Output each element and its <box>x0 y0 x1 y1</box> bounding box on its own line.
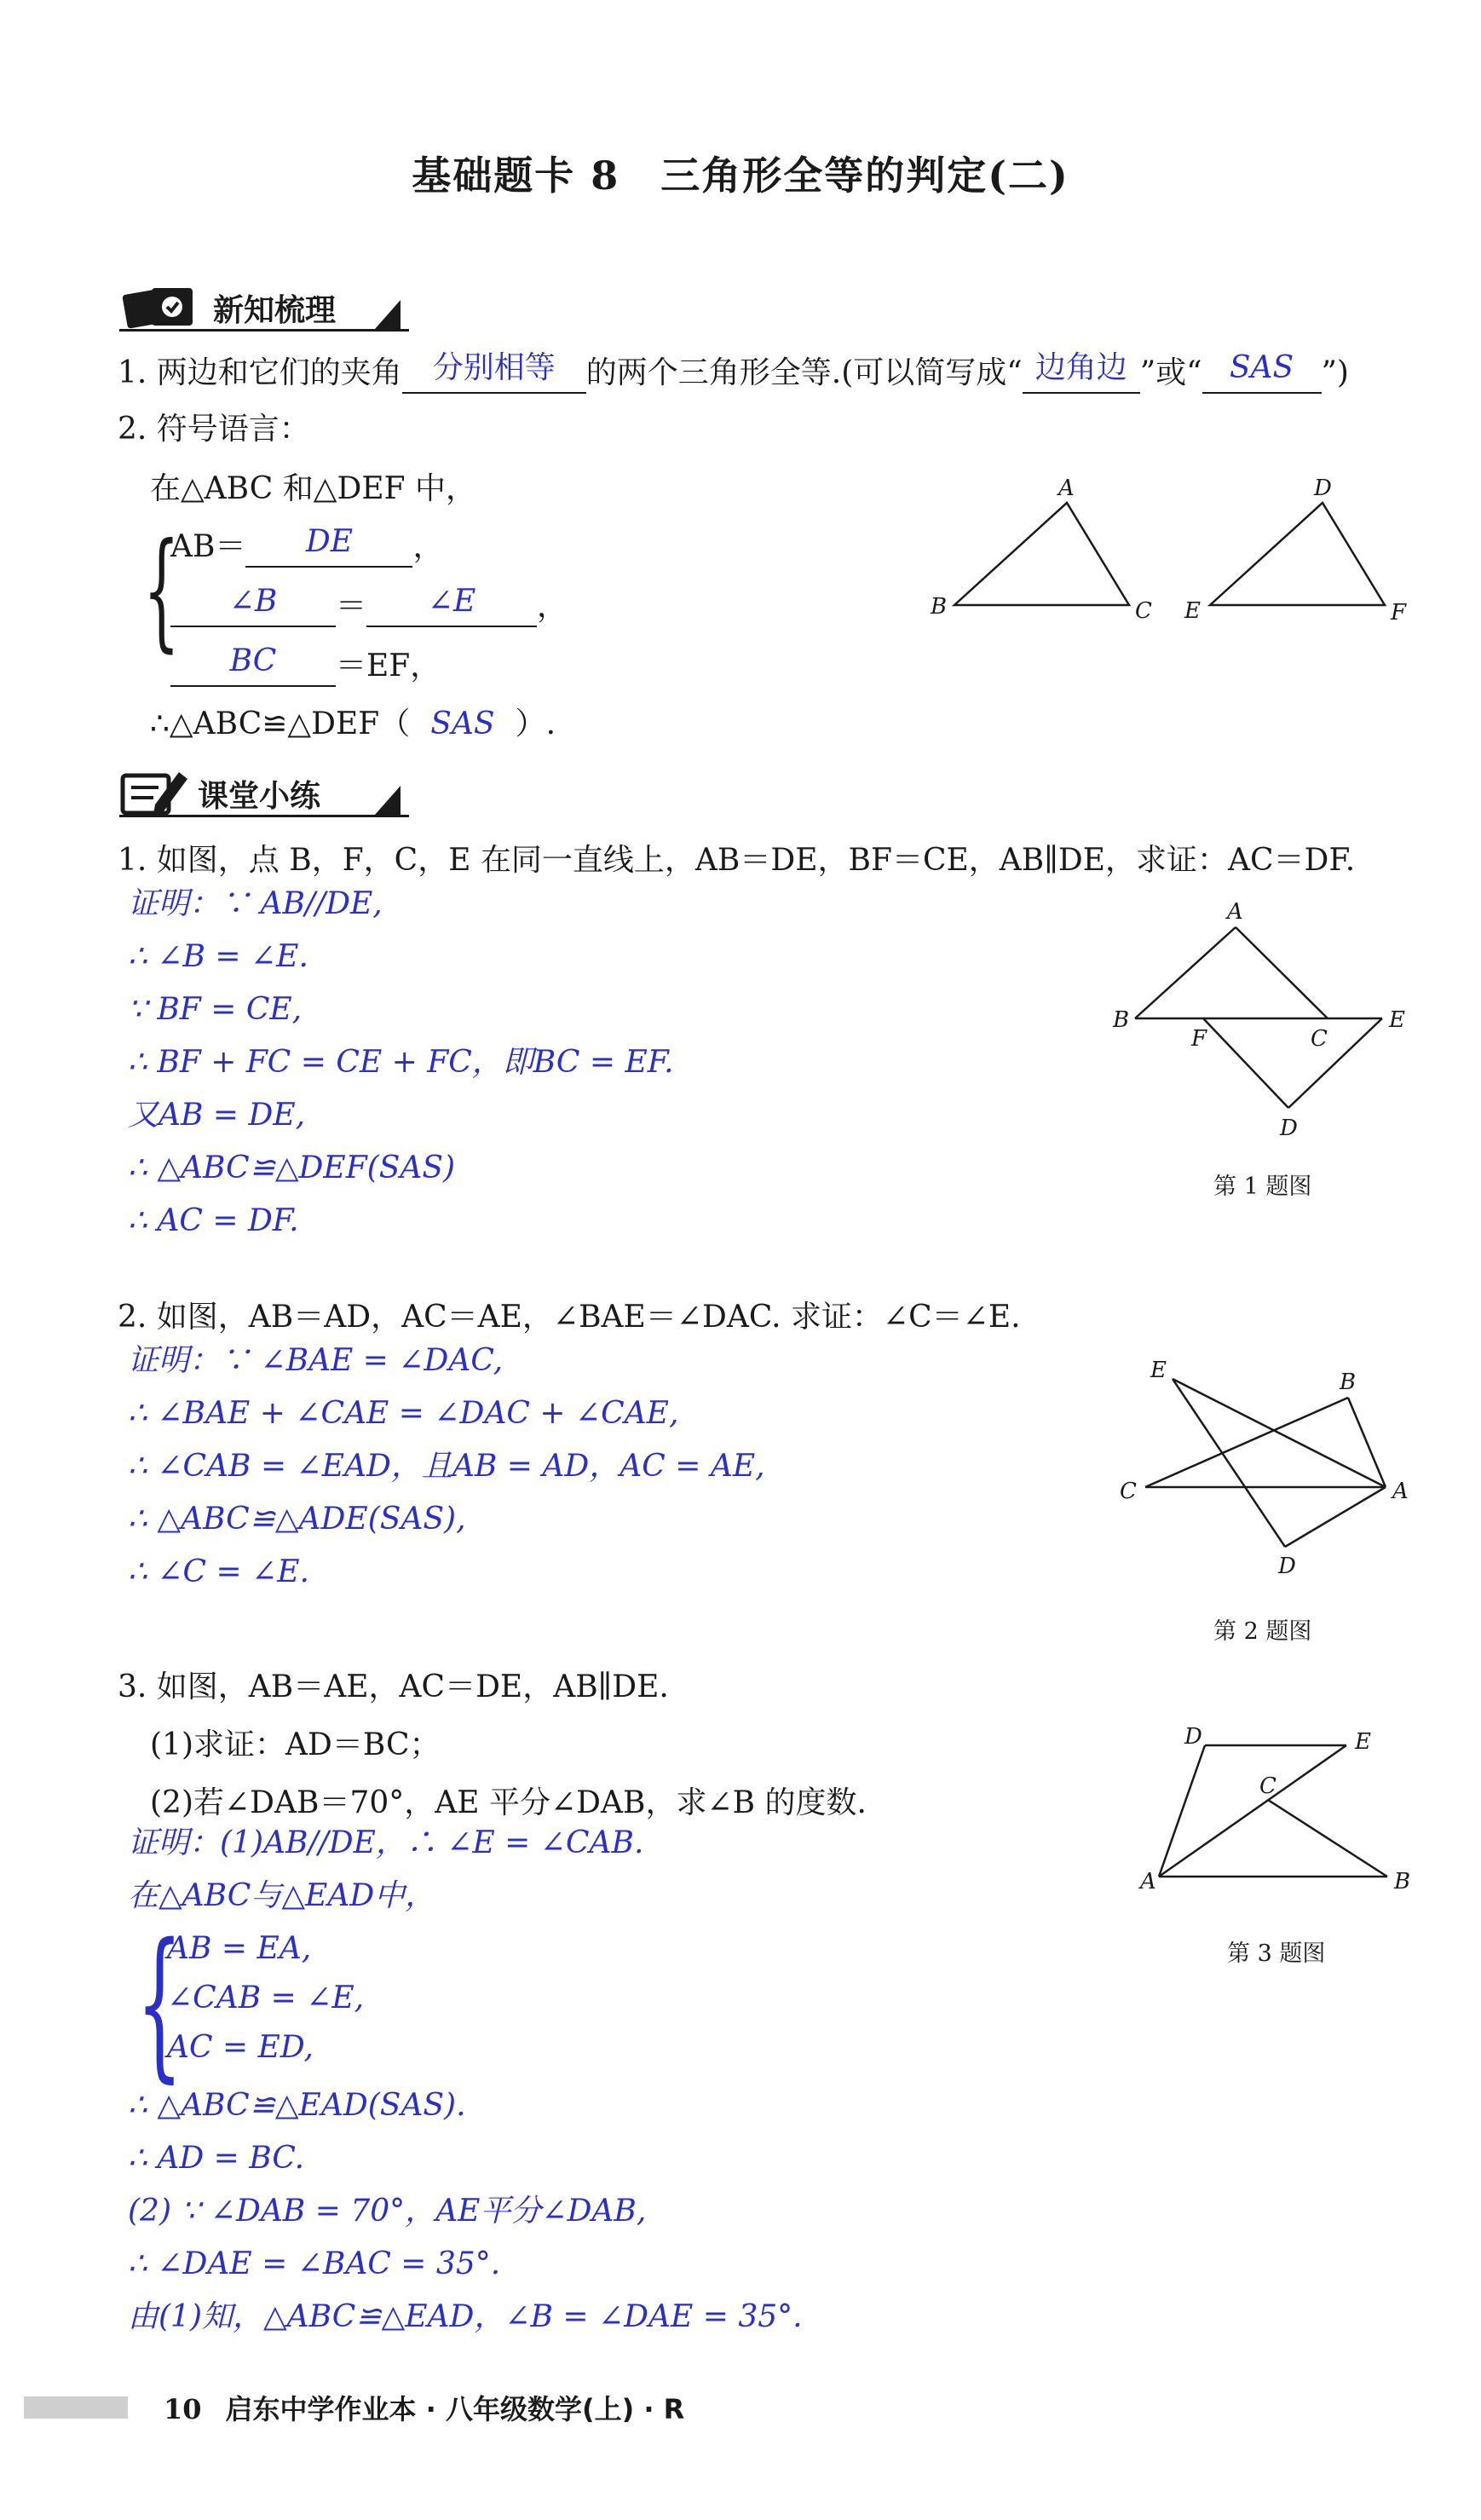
fig-label-D: D <box>1280 1116 1298 1141</box>
q2-concl-prefix: ∴△ABC≌△DEF（ <box>150 706 411 741</box>
segment-cb <box>1268 1800 1387 1877</box>
ex3-figure <box>1116 1713 1423 1909</box>
q1-answer-3: SAS <box>1229 350 1294 385</box>
fig-label-E: E <box>1184 598 1201 624</box>
ex3-caption: 第 3 题图 <box>1227 1940 1326 1967</box>
fig-label-E: E <box>1389 1007 1405 1033</box>
triangle-def <box>1210 503 1385 605</box>
segment-ab <box>1135 927 1236 1018</box>
fig-label-A: A <box>1392 1479 1409 1504</box>
fig-label-C: C <box>1120 1479 1137 1504</box>
ex2-figure <box>1108 1355 1432 1585</box>
q2-line-3 <box>170 643 441 687</box>
section-label: 课堂小练 <box>198 779 321 814</box>
q2-blank-1[interactable] <box>245 524 412 568</box>
ex3-system <box>167 1924 364 2073</box>
proof-line: ∴ AD = BC. <box>128 2141 305 2176</box>
section-triangle-mark <box>375 300 401 329</box>
q2-line-2 <box>170 586 568 627</box>
q2-answer-2: ∠B <box>228 584 278 619</box>
fig-label-C: C <box>1311 1026 1328 1052</box>
fig-label-A: A <box>1058 476 1075 501</box>
fig-label-B: B <box>1394 1869 1411 1894</box>
ex1-problem: 1. 如图，点 B，F，C，E 在同一直线上，AB＝DE，BF＝CE，AB∥DE，求证：AC＝DF. <box>118 843 1356 878</box>
q1-mid2: ”或“ <box>1139 355 1202 390</box>
ex1-figure <box>1108 895 1415 1150</box>
ex2-caption: 第 2 题图 <box>1213 1618 1312 1645</box>
q1-answer-1: 分别相等 <box>432 350 556 385</box>
q1-blank-3[interactable] <box>1202 350 1322 394</box>
segment-fd <box>1203 1018 1288 1108</box>
segment-da <box>1285 1487 1386 1547</box>
fig-label-D: D <box>1278 1554 1296 1579</box>
proof-line: 由(1)知，△ABC≌△EAD，∠B = ∠DAE = 35°. <box>128 2299 803 2334</box>
ex3-part1: (1)求证：AD＝BC； <box>150 1727 441 1762</box>
q1-line <box>118 350 1349 394</box>
proof-line: 证明：∵ AB//DE, <box>128 886 383 921</box>
section-header-new-knowledge <box>119 281 426 332</box>
proof-line: ∴ △ABC≌△ADE(SAS), <box>128 1502 466 1537</box>
segment-de <box>1288 1018 1382 1108</box>
q2-heading: 2. 符号语言： <box>118 412 310 447</box>
ex1-proof <box>128 878 674 1248</box>
q1-answer-2: 边角边 <box>1034 350 1127 385</box>
proof-line: ∴ △ABC≌△DEF(SAS) <box>128 1150 456 1185</box>
q2-line3-suffix: ＝EF， <box>336 649 441 683</box>
system-line: AB = EA, <box>167 1931 312 1966</box>
q2-brace: { <box>143 516 180 665</box>
pencil-note-icon <box>119 767 205 816</box>
proof-line: 证明：(1)AB//DE，∴ ∠E = ∠CAB. <box>128 1825 644 1860</box>
segment-da <box>1159 1745 1205 1877</box>
ex3-proof-b <box>128 2079 803 2344</box>
ex2-proof <box>128 1335 765 1599</box>
q2-blank-3[interactable] <box>366 584 537 627</box>
q1-blank-2[interactable] <box>1023 350 1140 394</box>
ex2-problem: 2. 如图，AB＝AD，AC＝AE，∠BAE＝∠DAC. 求证：∠C＝∠E. <box>118 1300 1021 1335</box>
footer-bar <box>24 2396 128 2419</box>
proof-line: 证明：∵ ∠BAE = ∠DAC, <box>128 1343 504 1378</box>
section-header-class-practice <box>119 767 426 818</box>
q1-mid: 的两个三角形全等.(可以简写成“ <box>585 355 1023 390</box>
section-triangle-mark <box>375 786 401 815</box>
q2-answer-3: ∠E <box>427 584 476 619</box>
proof-line: ∴ ∠CAB = ∠EAD，且AB = AD，AC = AE, <box>128 1449 765 1484</box>
q2-answer-1: DE <box>305 524 354 559</box>
footer <box>164 2388 684 2427</box>
system-line: ∠CAB = ∠E, <box>167 1981 365 2015</box>
proof-line: ∴ △ABC≌△EAD(SAS). <box>128 2088 466 2123</box>
q1-prefix: 1. 两边和它们的夹角 <box>118 355 402 390</box>
q1-blank-1[interactable] <box>402 350 586 394</box>
proof-line: 在△ABC与△EAD中， <box>128 1878 436 1913</box>
page-title: 基础题卡 8 三角形全等的判定(二) <box>412 153 1069 199</box>
proof-line: ∴ BF + FC = CE + FC，即BC = EF. <box>128 1045 674 1080</box>
q2-answer-5: SAS <box>430 706 495 741</box>
fig-label-E: E <box>1355 1729 1371 1755</box>
fig-label-E: E <box>1150 1358 1167 1383</box>
fig-label-B: B <box>1113 1007 1130 1033</box>
fig-label-D: D <box>1184 1724 1202 1750</box>
segment-ea <box>1173 1379 1386 1487</box>
section-underline <box>119 329 409 332</box>
segment-ed <box>1173 1379 1285 1547</box>
segment-ba <box>1348 1398 1386 1487</box>
section-underline <box>119 815 409 817</box>
fig-label-A: A <box>1140 1869 1156 1894</box>
triangle-abc <box>954 503 1129 605</box>
q2-figure <box>920 473 1432 626</box>
book-title: 启东中学作业本 · 八年级数学(上) · R <box>225 2393 685 2425</box>
ex1-caption: 第 1 题图 <box>1213 1174 1312 1200</box>
q2-line2-eq: ＝ <box>336 589 367 624</box>
q2-intro: 在△ABC 和△DEF 中， <box>150 471 477 506</box>
section-label: 新知梳理 <box>213 293 337 328</box>
q1-suffix: ”) <box>1321 355 1349 390</box>
q2-blank-2[interactable] <box>170 584 336 627</box>
proof-line: ∴ ∠C = ∠E. <box>128 1554 309 1589</box>
fig-label-F: F <box>1391 600 1407 626</box>
fig-label-B: B <box>1340 1370 1357 1395</box>
proof-line: ∴ AC = DF. <box>128 1203 299 1238</box>
proof-line: 又AB = DE, <box>128 1098 306 1133</box>
notebook-icon <box>119 281 205 331</box>
fig-label-A: A <box>1227 899 1243 925</box>
q2-answer-4: BC <box>229 643 277 678</box>
q2-line1-suffix: ， <box>412 529 444 564</box>
q2-concl-suffix: ）. <box>515 706 556 741</box>
proof-line: ∵ BF = CE, <box>128 992 303 1027</box>
proof-line: ∴ ∠BAE + ∠CAE = ∠DAC + ∠CAE, <box>128 1396 679 1431</box>
fig-label-F: F <box>1191 1026 1207 1052</box>
fig-label-C: C <box>1135 598 1152 624</box>
ex3-part2: (2)若∠DAB＝70°，AE 平分∠DAB，求∠B 的度数. <box>150 1785 867 1820</box>
ex3-proof-a <box>128 1817 643 1923</box>
q2-conclusion <box>150 704 556 745</box>
system-line: AC = ED, <box>167 2030 314 2065</box>
page-number: 10 <box>164 2393 202 2425</box>
q2-line-1 <box>170 524 444 568</box>
q2-line1-prefix: AB＝ <box>170 529 246 564</box>
segment-ac <box>1236 927 1328 1018</box>
fig-label-B: B <box>931 594 948 620</box>
fig-label-D: D <box>1314 476 1332 501</box>
proof-line: ∴ ∠DAE = ∠BAC = 35°. <box>128 2246 501 2281</box>
fig-label-C: C <box>1259 1773 1276 1799</box>
q2-line2-suffix: ， <box>537 589 568 624</box>
ex3-brace: { <box>136 1909 183 2097</box>
q2-blank-4[interactable] <box>170 643 336 687</box>
segment-ae <box>1159 1745 1346 1877</box>
segment-cb <box>1145 1398 1348 1487</box>
ex3-problem: 3. 如图，AB＝AE，AC＝DE，AB∥DE. <box>118 1669 669 1704</box>
proof-line: ∴ ∠B = ∠E. <box>128 939 308 974</box>
proof-line: (2) ∵ ∠DAB = 70°，AE平分∠DAB, <box>128 2194 647 2229</box>
